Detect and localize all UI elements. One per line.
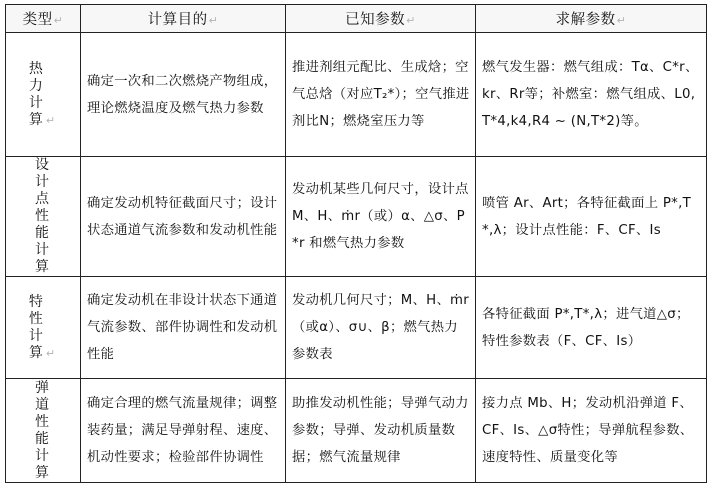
row-solve-cell: 各特征截面 P*,T*,λ；进气道△σ；特性参数表（F、CF、Is） xyxy=(476,277,707,379)
parameters-table xyxy=(5,4,707,483)
table-row xyxy=(6,277,707,379)
row-type-cell: 弹道性能计算 xyxy=(6,379,81,483)
row-type-cell: 特性计算↵ xyxy=(6,277,81,379)
table-row xyxy=(6,33,707,157)
row-type-cell: 热力计算↵ xyxy=(6,33,81,157)
row-solve-cell: 接力点 Mb、H；发动机沿弹道 F、CF、Is、△σ特性；导弹航程参数、速度特性、质量变化等 xyxy=(476,379,707,483)
row-purpose-cell: 确定一次和二次燃烧产物组成，理论燃烧温度及燃气热力参数 xyxy=(81,33,286,157)
row-known-cell: 推进剂组元配比、生成焓；空气总焓（对应T₂*）；空气推进剂比N；燃烧室压力等 xyxy=(286,33,476,157)
row-known-cell: 助推发动机性能；导弹气动力参数；导弹、发动机质量数据；燃气流量规律 xyxy=(286,379,476,483)
header-type: 类型↵ xyxy=(6,5,81,33)
row-solve-cell: 喷管 Ar、Art；各特征截面上 P*,T*,λ；设计点性能：F、CF、Is xyxy=(476,157,707,277)
table-row xyxy=(6,379,707,483)
header-solve-params: 求解参数↵ xyxy=(476,5,707,33)
row-purpose-cell: 确定发动机特征截面尺寸；设计状态通道气流参数和发动机性能 xyxy=(81,157,286,277)
header-purpose: 计算目的↵ xyxy=(81,5,286,33)
table-row xyxy=(6,157,707,277)
header-row xyxy=(6,5,707,33)
row-known-cell: 发动机某些几何尺寸，设计点 M、H、ṁr（或）α、△σ、P*r 和燃气热力参数 xyxy=(286,157,476,277)
row-purpose-cell: 确定发动机在非设计状态下通道气流参数、部件协调性和发动机性能 xyxy=(81,277,286,379)
row-type-cell: 设计点性能计算 xyxy=(6,157,81,277)
row-known-cell: 发动机几何尺寸；M、H、ṁr（或α）、σ∪、β；燃气热力参数表 xyxy=(286,277,476,379)
row-purpose-cell: 确定合理的燃气流量规律；调整装药量；满足导弹射程、速度、机动性要求；检验部件协调性 xyxy=(81,379,286,483)
row-solve-cell: 燃气发生器：燃气组成：Tα、C*r、kr、Rr等；补燃室：燃气组成、L0,T*4,k4,R4 ~ (N,T*2)等。 xyxy=(476,33,707,157)
header-known-params: 已知参数↵ xyxy=(286,5,476,33)
